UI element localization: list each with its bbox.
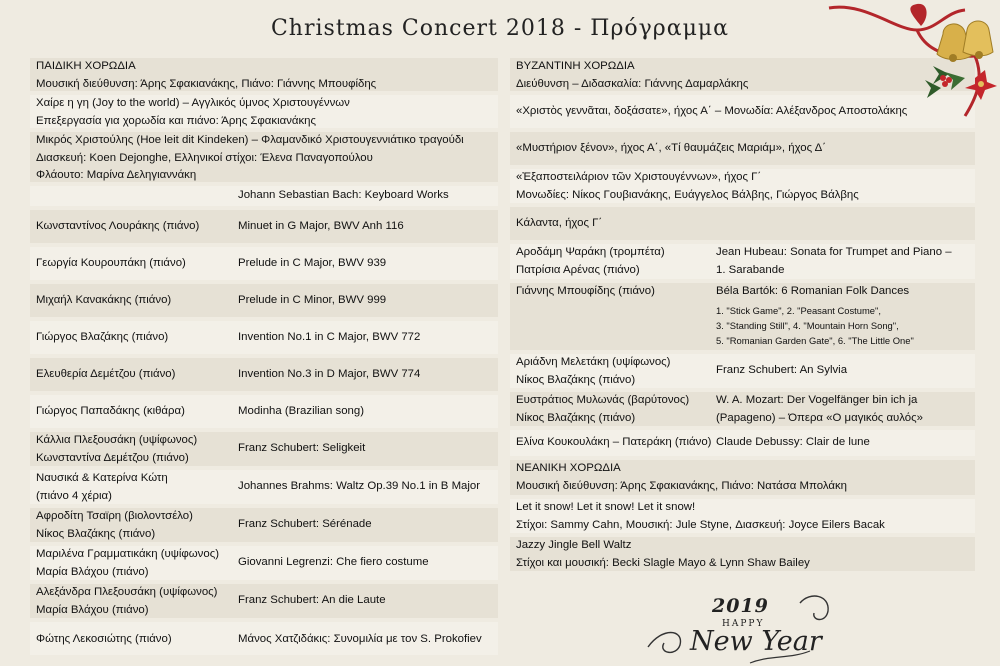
- swirl-icon: [648, 633, 680, 653]
- performer-cell: Μαριλένα Γραμματικάκη (υψίφωνος) Μαρία Βλάχου (πιάνο): [36, 548, 219, 578]
- piece-cell: Franz Schubert: An Sylvia: [716, 364, 848, 376]
- performer-cell: Αλεξάνδρα Πλεξουσάκη (υψίφωνος) Μαρία Βλάχου (πιάνο): [36, 586, 218, 616]
- greeting-new: New: [690, 626, 753, 657]
- piece-cell: Johann Sebastian Bach: Keyboard Works: [238, 189, 449, 201]
- piece-text: Χαίρε η γη (Joy to the world) – Αγγλικός ύμνος Χριστουγέννων Επεξεργασία για χορωδία και πιάνο: Άρης Σφακιανάκης: [36, 97, 350, 127]
- program-row: [510, 132, 975, 165]
- program-row: [30, 95, 498, 128]
- program-row: [30, 470, 498, 504]
- program-row: [30, 358, 498, 391]
- performer-cell: Γιάννης Μπουφίδης (πιάνο): [516, 285, 655, 297]
- program-row: [510, 430, 975, 456]
- program-row: [510, 354, 975, 388]
- piece-text: Κάλαντα, ήχος Γ΄: [516, 217, 603, 229]
- performer-cell: Γιώργος Παπαδάκης (κιθάρα): [36, 405, 185, 417]
- program-row: [30, 622, 498, 655]
- program-row: [30, 247, 498, 280]
- program-row: [510, 499, 975, 533]
- piece-cell: Giovanni Legrenzi: Che fiero costume: [238, 556, 429, 568]
- piece-text: «Μυστήριον ξένον», ήχος Α΄, «Τί θαυμάζεις Μαριάμ», ήχος Δ΄: [516, 142, 827, 154]
- program-row: [30, 210, 498, 243]
- performer-cell: Αριάδνη Μελετάκη (υψίφωνος) Νίκος Βλαζάκης (πιάνο): [516, 356, 671, 386]
- ribbon-icon: [829, 7, 965, 30]
- piece-cell: Μάνος Χατζιδάκις: Συνομιλία με τον S. Prokofiev: [238, 633, 482, 645]
- performer-cell: Αφροδίτη Τσαϊρη (βιολοντσέλο) Νίκος Βλαζάκης (πιάνο): [36, 510, 193, 540]
- program-row: [510, 392, 975, 426]
- program-row: [510, 207, 975, 240]
- piece-cell: Johannes Brahms: Waltz Op.39 No.1 in B Major: [238, 480, 481, 492]
- piece-text: Jazzy Jingle Bell Waltz Στίχοι και μουσική: Becki Slagle Mayo & Lynn Shaw Bailey: [516, 539, 810, 569]
- performer-cell: Ελευθερία Δεμέτζου (πιάνο): [36, 368, 176, 380]
- piece-cell: Invention No.1 in C Major, BWV 772: [238, 331, 421, 343]
- program-row: [30, 284, 498, 317]
- piece-cell: W. A. Mozart: Der Vogelfänger bin ich ja (Papageno) – Όπερα «Ο μαγικός αυλός»: [716, 394, 923, 424]
- poinsettia-icon: [965, 70, 997, 100]
- performer-cell: Φώτης Λεκοσιώτης (πιάνο): [36, 633, 172, 645]
- program-row: [30, 546, 498, 580]
- program-row: [510, 169, 975, 203]
- greeting-happy: HAPPY: [722, 619, 765, 629]
- piece-text: Μικρός Χριστούλης (Hoe leit dit Kindeken) – Φλαμανδικό Χριστουγεννιάτικο τραγούδι Διασκευή: Koen Dejonghe, Ελληνικοί στίχοι: Έλενα Παναγοπούλου Φλάουτο: Μαρίνα Δεληγιαννάκη: [36, 134, 464, 182]
- right-program-column: [510, 58, 975, 575]
- piece-cell: Franz Schubert: Seligkeit: [238, 442, 366, 454]
- piece-cell: Jean Hubeau: Sonata for Trumpet and Piano – 1. Sarabande: [716, 246, 952, 276]
- piece-cell: Modinha (Brazilian song): [238, 405, 364, 417]
- section-header: ΠΑΙΔΙΚΗ ΧΟΡΩΔΙΑ Μουσική διεύθυνση: Άρης Σφακιανάκης, Πιάνο: Γιάννης Μπουφίδης: [36, 60, 377, 90]
- program-row: [30, 432, 498, 466]
- program-row: [30, 132, 498, 182]
- performer-cell: Ναυσικά & Κατερίνα Κώτη (πιάνο 4 χέρια): [36, 472, 168, 502]
- program-row: [30, 186, 498, 206]
- program-row: [30, 58, 498, 91]
- greeting-year: 2019: [712, 595, 769, 617]
- performer-cell: Κωνσταντίνος Λουράκης (πιάνο): [36, 220, 200, 232]
- program-row: [510, 244, 975, 279]
- performer-cell: Ευστράτιος Μυλωνάς (βαρύτονος) Νίκος Βλαζάκης (πιάνο): [516, 394, 690, 424]
- program-row: [510, 283, 975, 350]
- performer-cell: Μιχαήλ Κανακάκης (πιάνο): [36, 294, 172, 306]
- program-row: [30, 508, 498, 542]
- piece-cell: Claude Debussy: Clair de lune: [716, 436, 870, 448]
- performer-cell: Γιώργος Βλαζάκης (πιάνο): [36, 331, 169, 343]
- program-row: [30, 584, 498, 618]
- piece-cell: Franz Schubert: Sérénade: [238, 518, 372, 530]
- greeting-year-word: Year: [761, 626, 822, 657]
- bell-icon: [963, 21, 993, 59]
- program-row: [30, 321, 498, 354]
- piece-text: «Χριστὸς γεννᾶται, δοξάσατε», ήχος Α΄ – Μονωδία: Αλέξανδρος Αποστολάκης: [516, 105, 908, 117]
- program-row: [510, 460, 975, 495]
- performer-cell: Αροδάμη Ψαράκη (τρομπέτα) Πατρίσια Αρένας (πιάνο): [516, 246, 665, 276]
- program-row: [30, 395, 498, 428]
- piece-cell: Invention No.3 in D Major, BWV 774: [238, 368, 421, 380]
- piece-cell: Béla Bartók: 6 Romanian Folk Dances: [716, 285, 910, 297]
- program-row: [510, 537, 975, 571]
- piece-text: «Ἐξαποστειλάριον τῶν Χριστουγέννων», ήχος Γ΄ Μονωδίες: Νίκος Γουβιανάκης, Ευάγγελος Βάλβης, Γιώργος Βάλβης: [516, 171, 859, 201]
- performer-cell: Κάλλια Πλεξουσάκη (υψίφωνος) Κωνσταντίνα Δεμέτζου (πιάνο): [36, 434, 198, 464]
- christmas-bells-ornament: [825, 0, 1000, 120]
- piece-cell: Minuet in G Major, BWV Anh 116: [238, 220, 404, 232]
- piece-cell: Franz Schubert: An die Laute: [238, 594, 386, 606]
- piece-text: Let it snow! Let it snow! Let it snow! Στίχοι: Sammy Cahn, Μουσική: Jule Styne, Διασκευή: Joyce Eilers Bacak: [516, 501, 885, 531]
- movement-list: 1. "Stick Game", 2. "Peasant Costume", 3. "Standing Still", 4. "Mountain Horn Song", 5. "Romanian Garden Gate", 6. "The Little One": [716, 305, 914, 346]
- section-header: ΝΕΑΝΙΚΗ ΧΟΡΩΔΙΑ Μουσική διεύθυνση: Άρης Σφακιανάκης, Πιάνο: Νατάσα Μπολάκη: [516, 462, 847, 492]
- section-header: ΒΥΖΑΝΤΙΝΗ ΧΟΡΩΔΙΑ Διεύθυνση – Διδασκαλία: Γιάννης Δαμαρλάκης: [516, 60, 749, 90]
- greeting-new-year: [690, 626, 822, 657]
- piece-cell: Prelude in C Major, BWV 939: [238, 257, 387, 269]
- swirl-icon: [800, 596, 828, 619]
- page-title: Christmas Concert 2018 - Πρόγραμμα: [270, 16, 730, 41]
- left-program-column: [30, 58, 498, 659]
- piece-cell: Prelude in C Minor, BWV 999: [238, 294, 387, 306]
- performer-cell: Γεωργία Κουρουπάκη (πιάνο): [36, 257, 186, 269]
- holly-icon: [925, 66, 965, 98]
- performer-cell: Ελίνα Κουκουλάκη – Πατεράκη (πιάνο): [516, 436, 712, 448]
